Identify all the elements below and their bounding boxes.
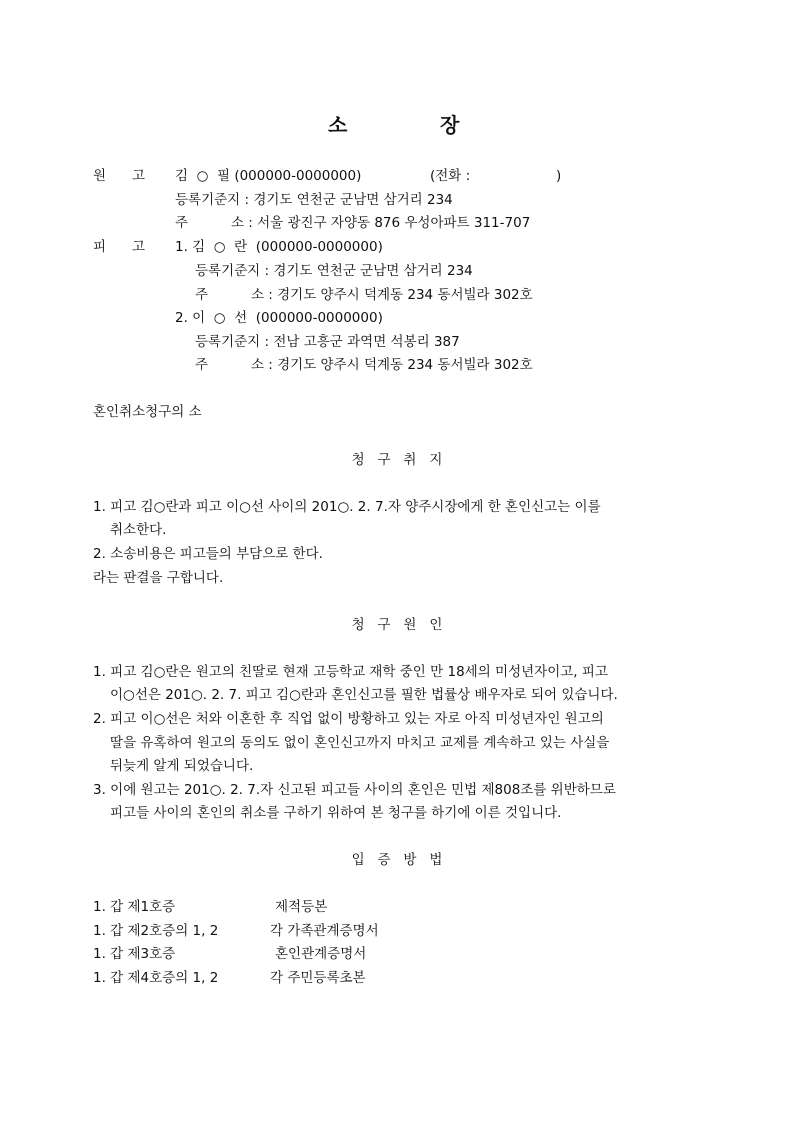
claim-cause-item-2-line-3: 뒤늦게 알게 되었습니다. xyxy=(110,758,254,774)
defendant-label-2: 고 xyxy=(132,239,146,255)
evidence-item-2-desc: 각 가족관계증명서 xyxy=(270,923,379,939)
claim-purpose-closing: 라는 판결을 구합니다. xyxy=(93,570,224,586)
evidence-item-3-desc: 혼인관계증명서 xyxy=(275,946,367,962)
defendant-label-1: 피 xyxy=(93,239,107,255)
claim-cause-item-3-line-2: 피고들 사이의 혼인의 취소를 구하기 위하여 본 청구를 하기에 이른 것입니다. xyxy=(110,805,562,821)
plaintiff-name: 김 ○ 필 (000000-0000000) xyxy=(175,168,362,184)
defendant-1-registration: 등록기준지 : 경기도 연천군 군남면 삼거리 234 xyxy=(195,263,473,279)
plaintiff-phone: (전화 : ) xyxy=(430,168,562,184)
defendant-2-address: 주 소 : 경기도 양주시 덕계동 234 동서빌라 302호 xyxy=(195,357,533,373)
claim-cause-heading: 청 구 원 인 xyxy=(351,617,443,633)
plaintiff-registration: 등록기준지 : 경기도 연천군 군남면 삼거리 234 xyxy=(175,192,453,208)
claim-purpose-item-1-line-2: 취소한다. xyxy=(110,522,167,538)
claim-cause-item-1-line-1: 1. 피고 김○란은 원고의 친딸로 현재 고등학교 재학 중인 만 18세의 미성년자이고, 피고 xyxy=(93,664,608,680)
defendant-1-address: 주 소 : 경기도 양주시 덕계동 234 동서빌라 302호 xyxy=(195,287,533,303)
evidence-item-1-desc: 제적등본 xyxy=(275,899,328,915)
defendant-2-name: 2. 이 ○ 선 (000000-0000000) xyxy=(175,310,383,326)
evidence-heading: 입 증 방 법 xyxy=(351,852,443,868)
plaintiff-label-1: 원 xyxy=(93,168,107,184)
claim-purpose-item-1-line-1: 1. 피고 김○란과 피고 이○선 사이의 201○. 2. 7.자 양주시장에게 한 혼인신고는 이를 xyxy=(93,499,601,515)
evidence-item-4-desc: 각 주민등록초본 xyxy=(270,970,366,986)
claim-purpose-heading: 청 구 취 지 xyxy=(351,452,443,468)
document-title-left: 소 xyxy=(328,113,348,137)
claim-cause-item-3-line-1: 3. 이에 원고는 201○. 2. 7.자 신고된 피고들 사이의 혼인은 민법 제808조를 위반하므로 xyxy=(93,782,616,798)
evidence-item-4-code: 1. 갑 제4호증의 1, 2 xyxy=(93,970,219,986)
case-name: 혼인취소청구의 소 xyxy=(93,404,202,420)
defendant-2-registration: 등록기준지 : 전남 고흥군 과역면 석봉리 387 xyxy=(195,334,460,350)
defendant-1-name: 1. 김 ○ 란 (000000-0000000) xyxy=(175,239,383,255)
document-title-right: 장 xyxy=(440,113,460,137)
plaintiff-address: 주 소 : 서울 광진구 자양동 876 우성아파트 311-707 xyxy=(175,215,531,231)
claim-cause-item-1-line-2: 이○선은 201○. 2. 7. 피고 김○란과 혼인신고를 필한 법률상 배우자로 되어 있습니다. xyxy=(110,687,618,703)
evidence-item-3-code: 1. 갑 제3호증 xyxy=(93,946,176,962)
plaintiff-label-2: 고 xyxy=(132,168,146,184)
claim-purpose-item-2: 2. 소송비용은 피고들의 부담으로 한다. xyxy=(93,546,323,562)
evidence-item-1-code: 1. 갑 제1호증 xyxy=(93,899,176,915)
evidence-item-2-code: 1. 갑 제2호증의 1, 2 xyxy=(93,923,219,939)
claim-cause-item-2-line-1: 2. 피고 이○선은 처와 이혼한 후 직업 없이 방황하고 있는 자로 아직 미성년자인 원고의 xyxy=(93,711,604,727)
claim-cause-item-2-line-2: 딸을 유혹하여 원고의 동의도 없이 혼인신고까지 마치고 교제를 계속하고 있는 사실을 xyxy=(110,735,610,751)
